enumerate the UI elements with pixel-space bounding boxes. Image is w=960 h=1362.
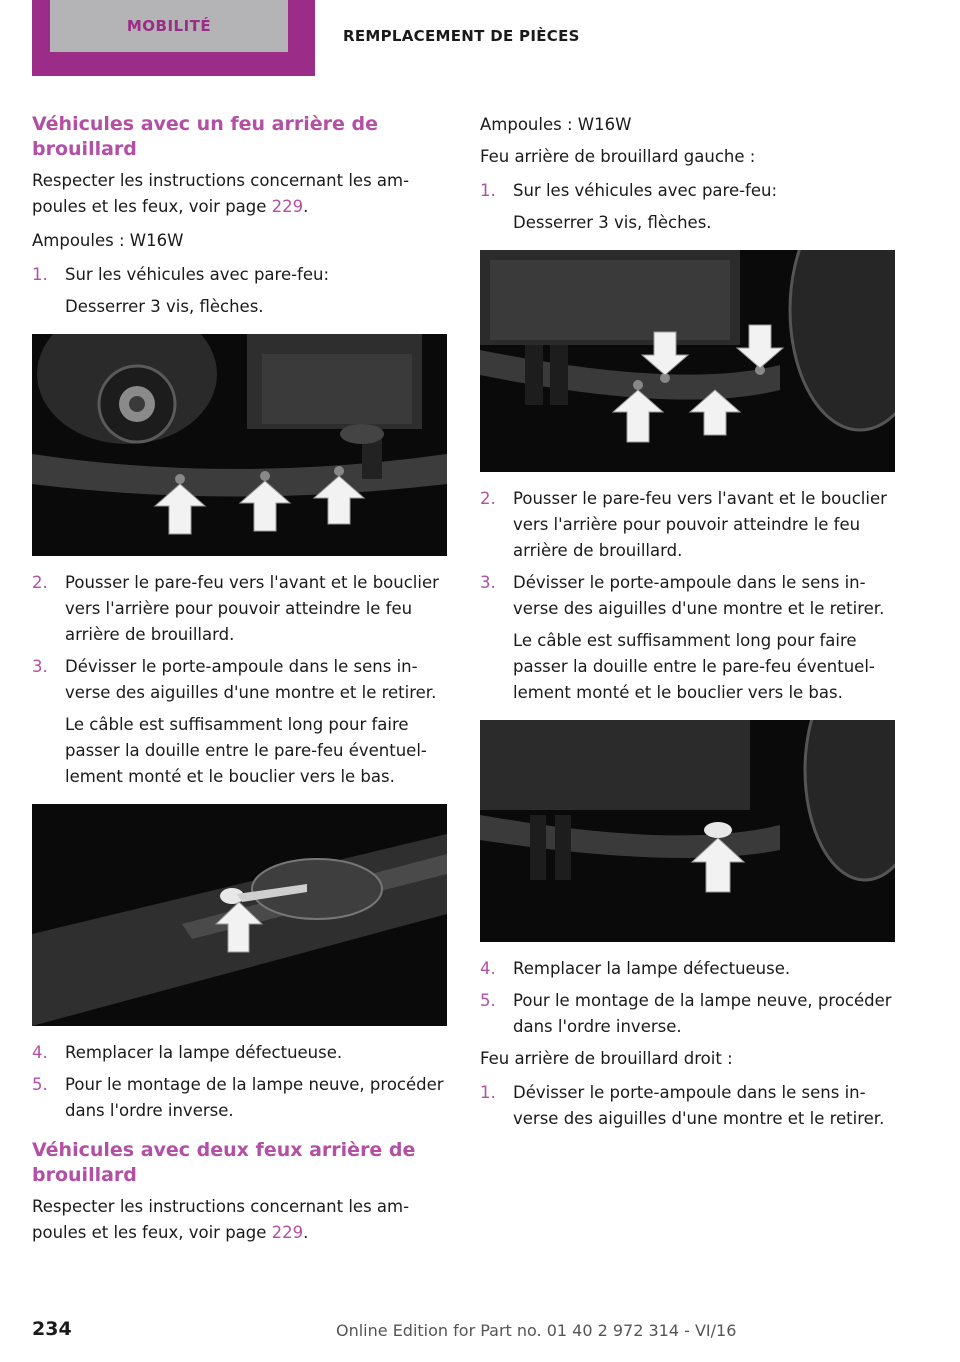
section-title: REMPLACEMENT DE PIÈCES xyxy=(343,27,580,45)
step-item: 4. Remplacer la lampe défectueuse. xyxy=(480,959,791,978)
heading-two-fog: Véhicules avec deux feux arrière de brouillard xyxy=(32,1139,416,1186)
left-column xyxy=(32,112,448,1254)
step-item: 5. Pour le montage de la lampe neuve, procéder dans l'ordre inverse. xyxy=(480,991,892,1036)
heading-single-fog: Véhicules avec un feu arrière de brouillard xyxy=(32,113,378,160)
page-link[interactable]: 229 xyxy=(271,1223,304,1242)
step-item: 5. Pour le montage de la lampe neuve, procéder dans l'ordre inverse. xyxy=(32,1075,444,1120)
page-link[interactable]: 229 xyxy=(271,197,304,216)
step-item: 3. Dévisser le porte-ampoule dans le sens inverse des aiguilles d'une montre et le retirer. Le câble est suffisamment long pour faire passer la douille entre le pare-feu éventuellement monté et le bouclier vers le bas. xyxy=(480,573,885,702)
chapter-tab xyxy=(32,0,315,76)
step-item: 2. Pousser le pare-feu vers l'avant et le bouclier vers l'arrière pour pouvoir atteindre le feu arrière de brouillard. xyxy=(480,489,887,560)
left-fog-label: Feu arrière de brouillard gauche : xyxy=(480,147,756,166)
bulb-type: Ampoules : W16W xyxy=(480,115,632,134)
step-item: 1. Sur les véhicules avec pare-feu: Desserrer 3 vis, flèches. xyxy=(32,265,330,316)
step-item: 1. Dévisser le porte-ampoule dans le sens inverse des aiguilles d'une montre et le retirer. xyxy=(480,1083,885,1128)
intro-paragraph: Respecter les instructions concernant les ampoules et les feux, voir page 229. xyxy=(32,1197,410,1242)
photo-bulb-holder xyxy=(32,804,447,1026)
photo-underbody-screws xyxy=(32,334,447,556)
photo-bulb-holder-left xyxy=(480,720,895,942)
right-fog-label: Feu arrière de brouillard droit : xyxy=(480,1049,733,1068)
step-item: 4. Remplacer la lampe défectueuse. xyxy=(32,1043,343,1062)
page-number: 234 xyxy=(32,1318,72,1340)
step-item: 2. Pousser le pare-feu vers l'avant et le bouclier vers l'arrière pour pouvoir atteindre le feu arrière de brouillard. xyxy=(32,573,439,644)
intro-paragraph: Respecter les instructions concernant les ampoules et les feux, voir page 229. xyxy=(32,171,410,216)
bulb-type: Ampoules : W16W xyxy=(32,231,184,250)
chapter-tab-label: MOBILITÉ xyxy=(50,0,288,52)
edition-footer: Online Edition for Part no. 01 40 2 972 314 - VI/16 xyxy=(336,1321,737,1340)
photo-underbody-screws-left xyxy=(480,250,895,472)
step-item: 3. Dévisser le porte-ampoule dans le sens inverse des aiguilles d'une montre et le retirer. Le câble est suffisamment long pour faire passer la douille entre le pare-feu éventuellement monté et le bouclier vers le bas. xyxy=(32,657,437,786)
step-item: 1. Sur les véhicules avec pare-feu: Desserrer 3 vis, flèches. xyxy=(480,181,778,232)
right-column xyxy=(480,112,896,1138)
